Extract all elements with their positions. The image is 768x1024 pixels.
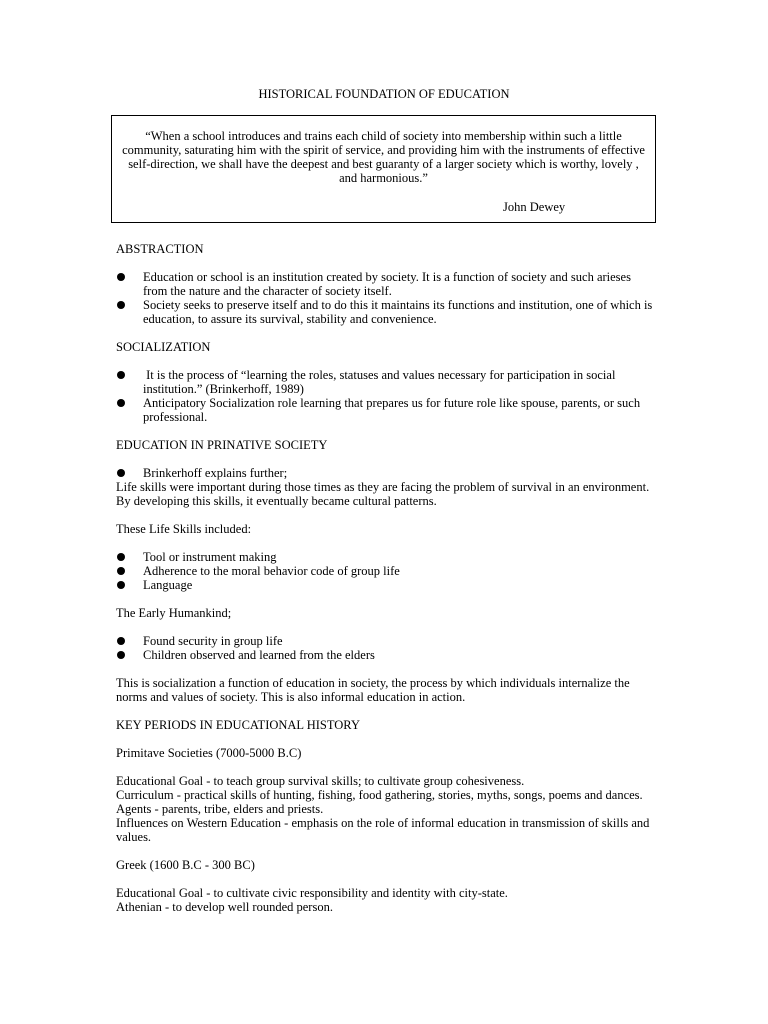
period-title-greek: Greek (1600 B.C - 300 BC): [116, 858, 255, 872]
bullet-icon: [117, 553, 125, 561]
primitive-bullet-list: [116, 466, 656, 480]
primitive-influences: Influences on Western Education - emphasis on the role of informal education in transmission of skills and values.: [116, 816, 650, 844]
list-item: Adherence to the moral behavior code of group life: [116, 564, 656, 578]
bullet-icon: [117, 273, 125, 281]
heading-socialization: SOCIALIZATION: [116, 340, 211, 354]
list-item: Language: [116, 578, 656, 592]
bullet-icon: [117, 301, 125, 309]
quote-text: “When a school introduces and trains each child of society into membership within such a little community, saturating him with the spirit of service, and providing him with the instruments of effective self-direction, we shall have the deepest and best guaranty of a larger society which is worthy, lovely , and harmonious.”: [122, 129, 645, 185]
greek-goal: Educational Goal - to cultivate civic responsibility and identity with city-state.: [116, 886, 508, 900]
quote-box: [111, 115, 656, 223]
period-title-primitive: Primitave Societies (7000-5000 B.C): [116, 746, 302, 760]
early-humankind-list: [116, 634, 656, 662]
list-item: Tool or instrument making: [116, 550, 656, 564]
bullet-icon: [117, 581, 125, 589]
period-greek-details: [116, 886, 656, 914]
primitive-curriculum: Curriculum - practical skills of hunting, fishing, food gathering, stories, myths, songs, poems and dances.: [116, 788, 643, 802]
quote-author: John Dewey: [503, 200, 566, 214]
list-item: Society seeks to preserve itself and to do this it maintains its functions and institution, one of which is education, to assure its survival, stability and convenience.: [116, 298, 656, 326]
bullet-icon: [117, 567, 125, 575]
list-item: Brinkerhoff explains further;: [116, 466, 656, 480]
life-skills-intro: These Life Skills included:: [116, 522, 252, 536]
abstraction-list: [116, 270, 656, 326]
greek-athenian: Athenian - to develop well rounded person.: [116, 900, 333, 914]
socialization-list: [116, 368, 656, 424]
bullet-icon: [117, 469, 125, 477]
bullet-icon: [117, 637, 125, 645]
list-item: Children observed and learned from the elders: [116, 648, 656, 662]
list-item: It is the process of “learning the roles, statuses and values necessary for participation in social institution.” (Brinkerhoff, 1989): [116, 368, 656, 396]
life-skills-paragraph: Life skills were important during those times as they are facing the problem of survival in an environment. By developing this skills, it eventually became cultural patterns.: [116, 480, 650, 508]
primitive-agents: Agents - parents, tribe, elders and priests.: [116, 802, 324, 816]
heading-primitive-society: EDUCATION IN PRINATIVE SOCIETY: [116, 438, 328, 452]
bullet-icon: [117, 371, 125, 379]
early-humankind-intro: The Early Humankind;: [116, 606, 232, 620]
list-item: Education or school is an institution created by society. It is a function of society and such arieses from the nature and the character of society itself.: [116, 270, 656, 298]
list-item: Anticipatory Socialization role learning that prepares us for future role like spouse, parents, or such professional.: [116, 396, 656, 424]
list-item: Found security in group life: [116, 634, 656, 648]
bullet-icon: [117, 399, 125, 407]
primitive-goal: Educational Goal - to teach group survival skills; to cultivate group cohesiveness.: [116, 774, 525, 788]
socialization-summary: This is socialization a function of education in society, the process by which individuals internalize the norms and values of society. This is also informal education in action.: [116, 676, 630, 704]
document-body: [116, 242, 656, 928]
heading-key-periods: KEY PERIODS IN EDUCATIONAL HISTORY: [116, 718, 360, 732]
life-skills-list: [116, 550, 656, 592]
heading-abstraction: ABSTRACTION: [116, 242, 204, 256]
period-primitive-details: [116, 774, 656, 844]
page-title: HISTORICAL FOUNDATION OF EDUCATION: [258, 87, 510, 101]
bullet-icon: [117, 651, 125, 659]
